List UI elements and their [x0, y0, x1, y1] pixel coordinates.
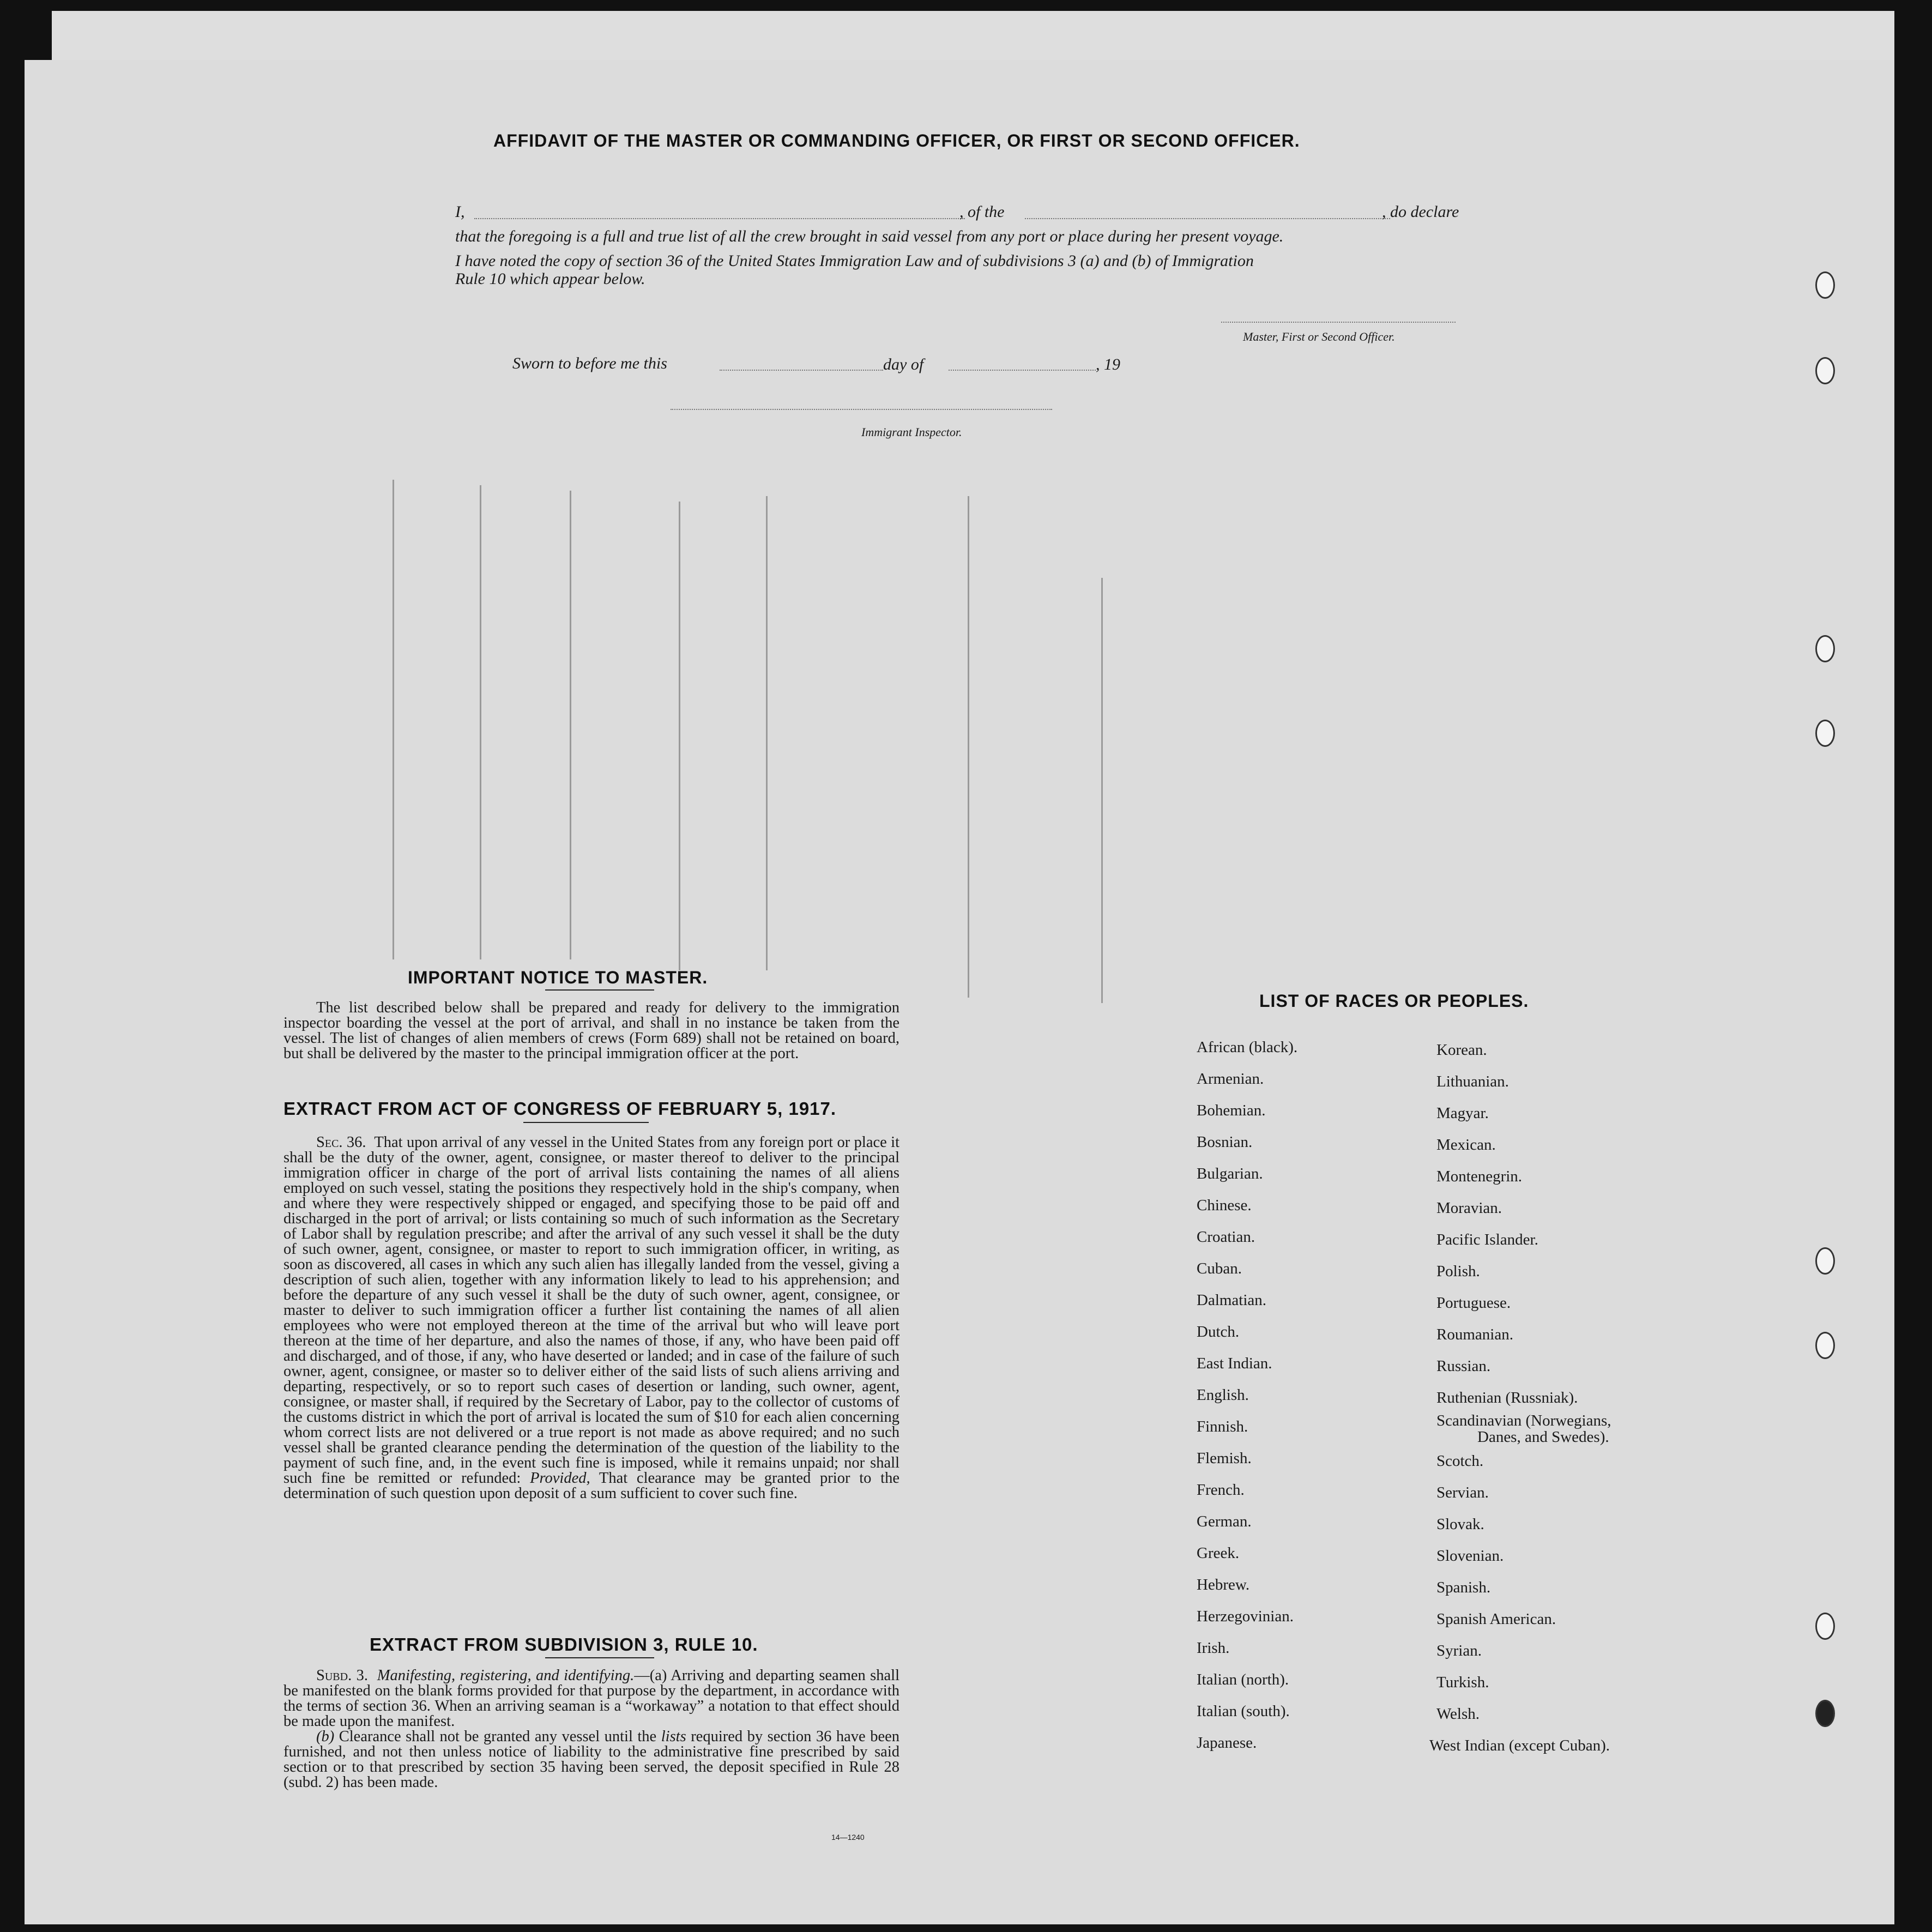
race-item: Lithuanian. [1436, 1073, 1509, 1090]
vessel-blank[interactable] [1025, 218, 1390, 219]
race-item: African (black). [1197, 1039, 1298, 1056]
race-item: Slovak. [1436, 1516, 1484, 1533]
race-item: Danes, and Swedes). [1477, 1428, 1609, 1446]
race-item: Scandinavian (Norwegians, [1436, 1412, 1611, 1429]
para-b-text: required by section 36 have been furnished, and not then unless notice of liability to the administrative fine prescribed by said section or to that prescribed by section 35 having been served, the deposit specified in Rule 28 (subd. 2) has been made. [283, 1728, 900, 1791]
race-item: Servian. [1436, 1484, 1489, 1501]
affidavit-line-4: Rule 10 which appear below. [455, 270, 645, 288]
para-a-text: Arriving and departing seamen shall be manifested on the blank forms provided for that purpose by the department, in accordance with the terms of section 36. When an arriving seaman is a “workaway” a notation to that effect should be made upon the manifest. [283, 1667, 900, 1730]
race-item: Spanish. [1436, 1579, 1491, 1596]
bleed-through-text [297, 147, 307, 177]
race-item: Roumanian. [1436, 1326, 1513, 1343]
para-b-label: (b) [316, 1728, 335, 1745]
race-item: Cuban. [1197, 1260, 1242, 1277]
race-item: Mexican. [1436, 1136, 1496, 1154]
inspector-caption: Immigrant Inspector. [861, 425, 962, 439]
notice-title-rule [545, 989, 654, 991]
provided-word: Provided, [530, 1470, 590, 1487]
race-item: Portuguese. [1436, 1294, 1511, 1312]
month-blank[interactable] [949, 370, 1096, 371]
race-item: English. [1197, 1386, 1249, 1404]
act-text: That upon arrival of any vessel in the United States from any foreign port or place it shall be the duty of the owner, agent, consignee, or master thereof to deliver to the principal immigration officer in charge of the port of arrival lists containing the names of all aliens employed on such vessel, stating the positions they respectively hold in the ship's company, when and where they were respectively shipped or engaged, and specifying those to be paid off and discharged in the port of arrival; or lists containing so much of such information as the Secretary of Labor shall by regulation prescribe; and after the arrival of any such vessel it shall be the duty of such owner, agent, consignee, or master to report to such immigration officer, in writing, as soon as discovered, all cases in which any such alien has illegally landed from the vessel, giving a description of such alien, together with any information likely to lead to his apprehension; and before the departure of any such vessel it shall be the duty of such owner, agent, consignee, or master to deliver to such immigration officer a further list containing the names of all alien employees who were not employed thereon at the time of the arrival but who will leave port thereon at the time of her departure, and also the names of those, if any, who have been paid off and discharged, and of those, if any, who have deserted or landed; and in case of the failure of such owner, agent, consignee, or master so to deliver either of the said lists of such aliens arriving and departing, respectively, or so to report such cases of desertion or landing, such owner, agent, consignee, or master shall, if required by the Secretary of Labor, pay to the collector of customs of the customs district in which the port of arrival is located the sum of $10 for each alien concerning whom correct lists are not delivered or a true report is not made as above required; and no such vessel shall be granted clearance pending the determination of the question of the liability to the payment of such fine, and, in the event such fine is imposed, while it remains unpaid; nor shall such fine be remitted or refunded: [283, 1134, 899, 1487]
notice-text-block [283, 1000, 899, 1061]
affidavit-title: AFFIDAVIT OF THE MASTER OR COMMANDING OFFICER, OR FIRST OR SECOND OFFICER. [493, 131, 1300, 150]
rule-title-rule [545, 1657, 654, 1658]
para-b-lists: lists [661, 1728, 686, 1745]
column-rule [1101, 578, 1103, 1003]
day-of-label: day of [883, 355, 924, 373]
binder-hole [1815, 1332, 1835, 1359]
binder-hole [1815, 720, 1835, 747]
race-item: German. [1197, 1513, 1252, 1530]
act-text-end: That clearance may be granted prior to the determination of such question upon deposit of a sum sufficient to cover such fine. [283, 1470, 899, 1502]
affidavit-line-3: I have noted the copy of section 36 of the United States Immigration Law and of subdivisions 3 (a) and (b) of Immigration [455, 252, 1254, 270]
binder-hole [1815, 1700, 1835, 1727]
column-rule [968, 496, 969, 998]
race-item: Bosnian. [1197, 1133, 1253, 1151]
sec-label: Sec. 36. [316, 1134, 366, 1151]
race-item: Bulgarian. [1197, 1165, 1263, 1182]
race-item: Greek. [1197, 1544, 1240, 1562]
races-title: LIST OF RACES OR PEOPLES. [1259, 991, 1529, 1011]
binder-hole [1815, 357, 1835, 384]
race-item: East Indian. [1197, 1355, 1272, 1372]
para-a-label: —(a) [634, 1667, 667, 1684]
affidavit-of-the: , of the [959, 203, 1005, 221]
binder-hole [1815, 1247, 1835, 1275]
race-item: French. [1197, 1481, 1245, 1499]
race-item: Turkish. [1436, 1674, 1489, 1691]
race-item: Syrian. [1436, 1642, 1482, 1659]
race-item: Bohemian. [1197, 1102, 1266, 1119]
rule-extract-title: EXTRACT FROM SUBDIVISION 3, RULE 10. [370, 1634, 758, 1655]
name-blank[interactable] [474, 218, 965, 219]
race-item: Magyar. [1436, 1104, 1489, 1122]
subd-label: Subd. 3. [316, 1667, 368, 1684]
race-item: Finnish. [1197, 1418, 1248, 1435]
race-item: Hebrew. [1197, 1576, 1250, 1593]
race-item: Slovenian. [1436, 1547, 1504, 1565]
race-item: Ruthenian (Russniak). [1436, 1389, 1578, 1406]
form-sheet [25, 60, 1894, 1924]
affidavit-line-2: that the foregoing is a full and true list of all the crew brought in said vessel from any port or place during her present voyage. [455, 227, 1284, 245]
year-label: , 19 [1096, 355, 1120, 373]
rule-text-block [283, 1668, 899, 1790]
binder-hole [1815, 635, 1835, 662]
race-item: Korean. [1436, 1041, 1487, 1059]
column-rule [480, 485, 481, 959]
race-item: Pacific Islander. [1436, 1231, 1538, 1248]
race-item: Chinese. [1197, 1197, 1252, 1214]
race-item: Welsh. [1436, 1705, 1480, 1723]
column-rule [679, 502, 680, 970]
sworn-label: Sworn to before me this [512, 354, 667, 372]
race-item: Italian (south). [1197, 1702, 1290, 1720]
race-item: Spanish American. [1436, 1610, 1556, 1628]
race-item: Moravian. [1436, 1199, 1502, 1217]
race-item: Dutch. [1197, 1323, 1240, 1341]
act-text-block [283, 1135, 899, 1501]
column-rule [570, 491, 571, 959]
act-extract-title: EXTRACT FROM ACT OF CONGRESS OF FEBRUARY 5, 1917. [283, 1098, 837, 1119]
signature-caption: Master, First or Second Officer. [1243, 330, 1395, 343]
form-number: 14—1240 [831, 1833, 865, 1842]
subd-heading: Manifesting, registering, and identifying. [377, 1667, 635, 1684]
signature-blank[interactable] [1221, 322, 1456, 323]
affidavit-do-declare: , do declare [1382, 203, 1459, 221]
race-item: Croatian. [1197, 1228, 1255, 1246]
race-item: Montenegrin. [1436, 1168, 1523, 1185]
affidavit-i-label: I, [455, 203, 465, 221]
race-item: Italian (north). [1197, 1671, 1289, 1688]
race-item: Polish. [1436, 1263, 1480, 1280]
notice-text: The list described below shall be prepared and ready for delivery to the immigration inspector boarding the vessel at the port of arrival, and shall in no instance be taken from the vessel. The list of changes of alien members of crews (Form 689) shall not be retained on board, but shall be delivered by the master to the principal immigration officer at the port. [283, 999, 899, 1062]
inspector-signature-blank[interactable] [671, 409, 1052, 410]
race-item: Herzegovinian. [1197, 1608, 1294, 1625]
race-item: Armenian. [1197, 1070, 1264, 1088]
race-item: Irish. [1197, 1639, 1230, 1657]
race-item: Flemish. [1197, 1450, 1252, 1467]
race-item: Scotch. [1436, 1452, 1484, 1470]
binder-hole [1815, 1613, 1835, 1640]
race-item: West Indian (except Cuban). [1429, 1737, 1610, 1754]
race-item: Dalmatian. [1197, 1291, 1267, 1309]
binder-hole [1815, 271, 1835, 299]
para-b-pre: Clearance shall not be granted any vessel until the [339, 1728, 657, 1745]
column-rule [766, 496, 768, 970]
race-item: Japanese. [1197, 1734, 1257, 1752]
sworn-day-blank[interactable] [720, 370, 883, 371]
notice-title: IMPORTANT NOTICE TO MASTER. [408, 968, 708, 987]
column-rule [393, 480, 394, 959]
act-title-rule [523, 1122, 649, 1123]
race-item: Russian. [1436, 1357, 1491, 1375]
